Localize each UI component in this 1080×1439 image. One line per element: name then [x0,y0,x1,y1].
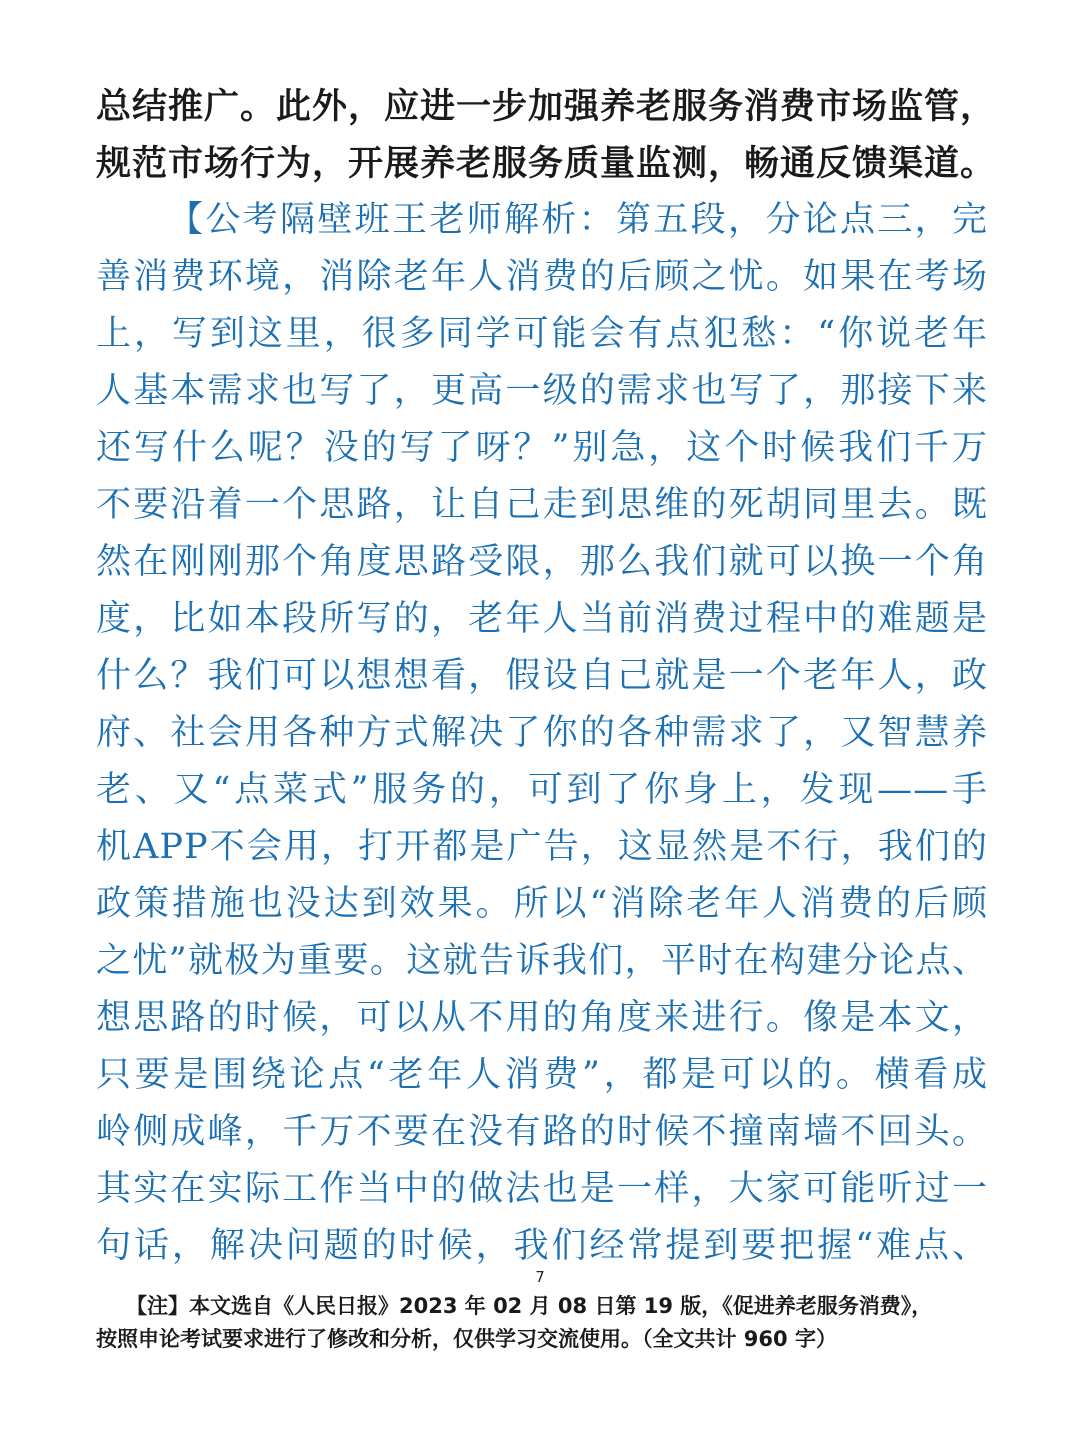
page-number: 7 [535,1268,545,1286]
analysis-text-line: 句话，解决问题的时候，我们经常提到要把握“难点、 [96,1226,988,1266]
analysis-text-line: 度，比如本段所写的，老年人当前消费过程中的难题是 [96,599,988,639]
footnote [96,1290,996,1356]
analysis-text-line: 【公考隔壁班王老师解析：第五段，分论点三，完 [168,200,988,240]
footnote-line: 按照申论考试要求进行了修改和分析，仅供学习交流使用。（全文共计 960 字） [96,1327,837,1351]
analysis-text-line: 政策措施也没达到效果。所以“消除老年人消费的后顾 [96,884,988,924]
footnote-line: 【注】本文选自《人民日报》2023 年 02 月 08 日第 19 版，《促进养老服务消费》， [126,1294,933,1318]
analysis-text-line: 还写什么呢？没的写了呀？”别急，这个时候我们千万 [96,428,988,468]
analysis-text-line: 机APP不会用，打开都是广告，这显然是不行，我们的 [96,827,988,867]
analysis-text-line: 什么？我们可以想想看，假设自己就是一个老年人，政 [96,656,988,696]
analysis-text-line: 上，写到这里，很多同学可能会有点犯愁：“你说老年 [96,314,988,354]
analysis-text-line: 不要沿着一个思路，让自己走到思维的死胡同里去。既 [96,485,988,525]
analysis-text-line: 老、又“点菜式”服务的，可到了你身上，发现——手 [96,770,988,810]
analysis-text-line: 只要是围绕论点“老年人消费”，都是可以的。横看成 [96,1055,988,1095]
analysis-text-line: 岭侧成峰，千万不要在没有路的时候不撞南墙不回头。 [96,1112,988,1152]
analysis-text-line: 人基本需求也写了，更高一级的需求也写了，那接下来 [96,371,988,411]
analysis-text-line: 善消费环境，消除老年人消费的后顾之忧。如果在考场 [96,257,988,297]
body-text-line: 总结推广。此外，应进一步加强养老服务消费市场监管， [96,86,997,127]
analysis-text-line: 府、社会用各种方式解决了你的各种需求了，又智慧养 [96,713,988,753]
analysis-text-line: 想思路的时候，可以从不用的角度来进行。像是本文， [96,998,988,1038]
analysis-text-line: 其实在实际工作当中的做法也是一样，大家可能听过一 [96,1169,988,1209]
analysis-text-line: 然在刚刚那个角度思路受限，那么我们就可以换一个角 [96,542,988,582]
analysis-text-line: 之忧”就极为重要。这就告诉我们，平时在构建分论点、 [96,941,988,981]
body-text-block [96,78,997,1275]
body-text-line: 规范市场行为，开展养老服务质量监测，畅通反馈渠道。 [96,143,997,184]
